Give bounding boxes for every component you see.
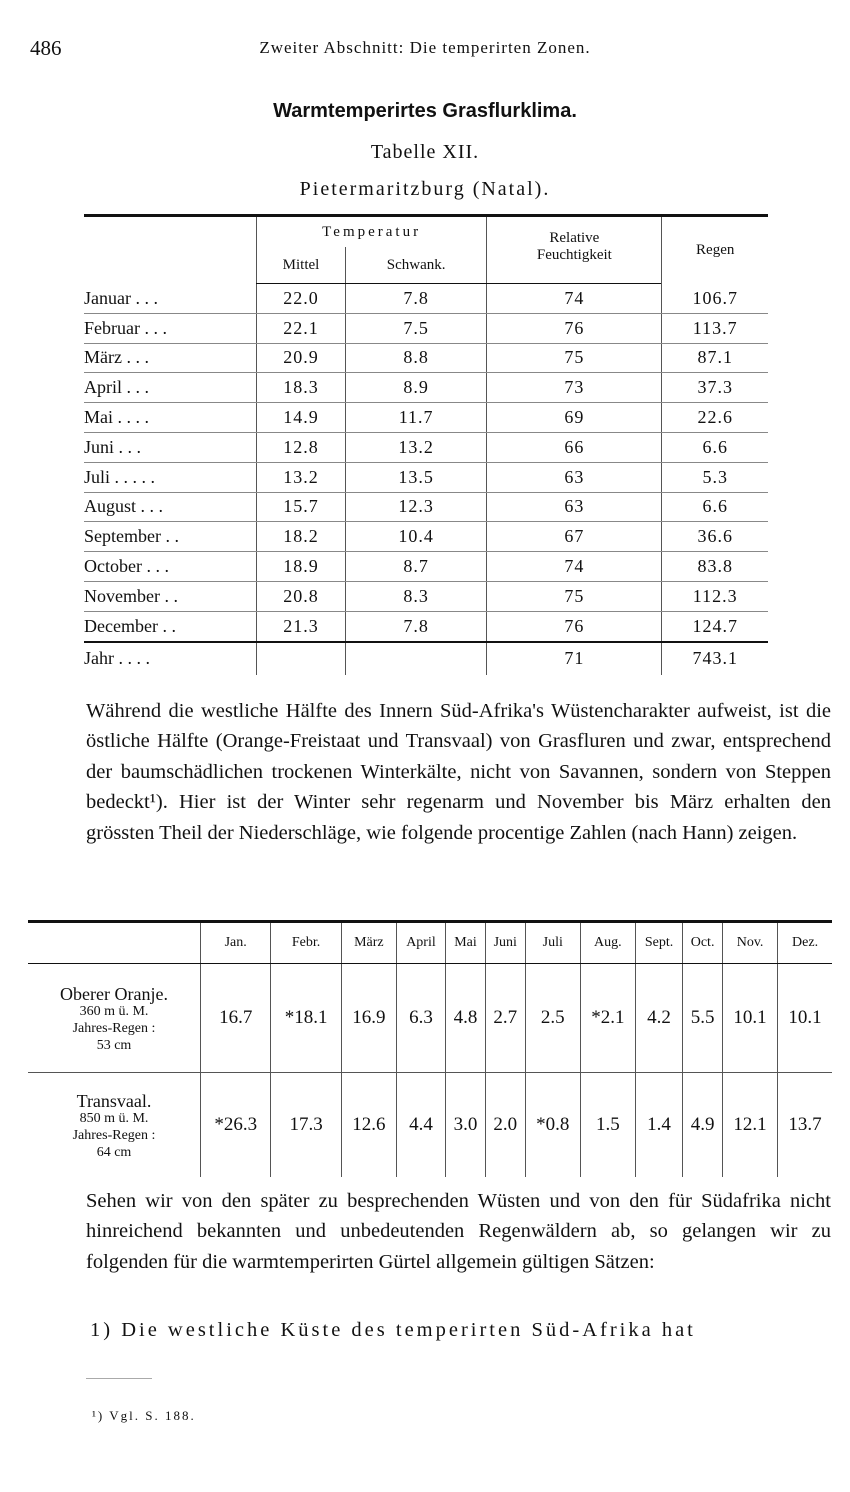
month-label: April . . . xyxy=(84,373,257,403)
humidity: 69 xyxy=(487,403,662,433)
table-row xyxy=(84,343,768,373)
station-cell xyxy=(28,964,201,1073)
section-title: Warmtemperirtes Grasflurklima. xyxy=(273,100,577,122)
table-row xyxy=(84,642,768,675)
mean-temp: 13.2 xyxy=(257,462,346,492)
month-label: Februar . . . xyxy=(84,313,257,343)
station-name: Oberer Oranje. xyxy=(60,984,168,1004)
month-col-header: Mai xyxy=(446,922,486,964)
humidity-subheader: Feuchtigkeit xyxy=(487,247,662,284)
rainfall: 22.6 xyxy=(662,403,768,433)
paragraph-3: 1) Die westliche Küste des temperirten Süd-Afrika hat xyxy=(90,1319,696,1341)
percent-value: 3.0 xyxy=(446,1073,486,1178)
month-label: August . . . xyxy=(84,492,257,522)
percent-value: *18.1 xyxy=(271,964,341,1073)
station-altitude: 850 m ü. M. xyxy=(79,1111,149,1126)
humidity: 75 xyxy=(487,343,662,373)
temp-range xyxy=(346,642,487,675)
rainfall: 36.6 xyxy=(662,522,768,552)
humidity: 73 xyxy=(487,373,662,403)
page-number: 486 xyxy=(30,36,62,60)
station-altitude: 360 m ü. M. xyxy=(79,1004,149,1019)
mean-temp: 18.3 xyxy=(257,373,346,403)
rain-header: Regen xyxy=(662,216,768,284)
paragraph-2-text: Sehen wir von den später zu besprechenden Wüsten und von den für Südafrika nicht hinreichend bekannten und unbedeutenden Regenwäldern ab, so gelangen wir zu folgenden für die warmtemperirten Gürtel allgemein gültigen Sätzen: xyxy=(86,1190,831,1273)
station-name: Pietermaritzburg (Natal). xyxy=(299,178,551,200)
percent-value: 10.1 xyxy=(778,964,832,1073)
mean-temp: 15.7 xyxy=(257,492,346,522)
temperature-header: Temperatur xyxy=(257,216,487,248)
station-name: Transvaal. xyxy=(76,1091,152,1111)
temp-range: 8.7 xyxy=(346,552,487,582)
mean-temp: 21.3 xyxy=(257,611,346,641)
table-row xyxy=(84,462,768,492)
table-row xyxy=(84,313,768,343)
month-label: December . . xyxy=(84,611,257,641)
month-col-header: Dez. xyxy=(778,922,832,964)
temp-range: 13.2 xyxy=(346,432,487,462)
paragraph-1-text: Während die westliche Hälfte des Innern Süd-Afrika's Wüstencharakter aufweist, ist die östliche Hälfte (Orange-Freistaat und Transvaal) von Grasfluren und zwar, entsprechend der baumschädlichen trockenen Winterkälte, nicht von Savannen, sondern von Steppen bedeckt¹). Hier ist der Winter sehr regenarm und November bis März erhalten den grössten Theil der Niederschläge, wie folgende procentige Zahlen (nach Hann) zeigen. xyxy=(86,700,831,844)
temp-range: 10.4 xyxy=(346,522,487,552)
month-col-header: Jan. xyxy=(201,922,271,964)
month-label: Juli . . . . . xyxy=(84,462,257,492)
temp-range: 8.9 xyxy=(346,373,487,403)
rainfall: 5.3 xyxy=(662,462,768,492)
table-row xyxy=(84,403,768,433)
footnote-rule xyxy=(86,1378,152,1379)
percent-value: 5.5 xyxy=(683,964,723,1073)
percent-value: 17.3 xyxy=(271,1073,341,1178)
mean-temp: 22.0 xyxy=(257,284,346,314)
running-head: Zweiter Abschnitt: Die temperirten Zonen. xyxy=(259,38,591,57)
table-row xyxy=(84,581,768,611)
month-col-header: März xyxy=(341,922,396,964)
annual-rain: 53 cm xyxy=(96,1038,132,1053)
month-label: Juni . . . xyxy=(84,432,257,462)
table-row xyxy=(84,522,768,552)
percent-value: 2.7 xyxy=(485,964,525,1073)
month-label: März . . . xyxy=(84,343,257,373)
percent-value: 4.8 xyxy=(446,964,486,1073)
rain-percent-table xyxy=(28,920,832,1177)
temp-range: 8.3 xyxy=(346,581,487,611)
rainfall: 743.1 xyxy=(662,642,768,675)
annual-rain-label: Jahres-Regen : xyxy=(72,1128,156,1143)
rainfall: 6.6 xyxy=(662,492,768,522)
table-row xyxy=(28,1073,832,1178)
percent-value: 12.6 xyxy=(341,1073,396,1178)
rainfall: 83.8 xyxy=(662,552,768,582)
month-col-header: Aug. xyxy=(580,922,635,964)
humidity: 67 xyxy=(487,522,662,552)
month-col-header: Oct. xyxy=(683,922,723,964)
month-header xyxy=(84,216,257,284)
percent-value: 4.2 xyxy=(635,964,682,1073)
relative-label: Relative xyxy=(549,230,600,246)
percent-value: 1.4 xyxy=(635,1073,682,1178)
month-label: Jahr . . . . xyxy=(84,648,150,669)
humidity: 63 xyxy=(487,462,662,492)
table-number: Tabelle XII. xyxy=(370,141,480,163)
paragraph-2 xyxy=(86,1186,831,1277)
temp-range: 8.8 xyxy=(346,343,487,373)
humidity: 74 xyxy=(487,284,662,314)
mean-header: Mittel xyxy=(257,247,346,284)
percent-value: *26.3 xyxy=(201,1073,271,1178)
percent-value: 10.1 xyxy=(723,964,778,1073)
temp-range: 7.5 xyxy=(346,313,487,343)
humidity: 71 xyxy=(487,642,662,675)
mean-temp: 20.9 xyxy=(257,343,346,373)
rainfall: 37.3 xyxy=(662,373,768,403)
table-row xyxy=(84,552,768,582)
month-col-header: April xyxy=(396,922,445,964)
percent-value: 16.9 xyxy=(341,964,396,1073)
rainfall: 106.7 xyxy=(662,284,768,314)
table-row xyxy=(84,284,768,314)
humidity: 75 xyxy=(487,581,662,611)
month-label: Mai . . . . xyxy=(84,403,257,433)
rainfall: 113.7 xyxy=(662,313,768,343)
rainfall: 6.6 xyxy=(662,432,768,462)
percent-value: 2.5 xyxy=(525,964,580,1073)
percent-value: 4.9 xyxy=(683,1073,723,1178)
table-row xyxy=(84,492,768,522)
rainfall: 112.3 xyxy=(662,581,768,611)
annual-rain-label: Jahres-Regen : xyxy=(72,1021,156,1036)
temp-range: 13.5 xyxy=(346,462,487,492)
humidity: 63 xyxy=(487,492,662,522)
month-col-header: Juni xyxy=(485,922,525,964)
range-header: Schwank. xyxy=(346,247,487,284)
temp-range: 12.3 xyxy=(346,492,487,522)
month-label: November . . xyxy=(84,581,257,611)
mean-temp: 20.8 xyxy=(257,581,346,611)
month-label: October . . . xyxy=(84,552,257,582)
month-label: Januar . . . xyxy=(84,284,257,314)
humidity: 66 xyxy=(487,432,662,462)
mean-temp: 12.8 xyxy=(257,432,346,462)
percent-value: 1.5 xyxy=(580,1073,635,1178)
mean-temp: 14.9 xyxy=(257,403,346,433)
month-label: September . . xyxy=(84,522,257,552)
percent-value: 2.0 xyxy=(485,1073,525,1178)
percent-value: *0.8 xyxy=(525,1073,580,1178)
temp-range: 11.7 xyxy=(346,403,487,433)
station-col-header xyxy=(28,922,201,964)
footnote: ¹) Vgl. S. 188. xyxy=(92,1408,196,1423)
climate-table xyxy=(84,214,768,675)
table-row xyxy=(28,964,832,1073)
percent-value: 4.4 xyxy=(396,1073,445,1178)
humidity: 74 xyxy=(487,552,662,582)
station-cell xyxy=(28,1073,201,1178)
mean-temp: 22.1 xyxy=(257,313,346,343)
temp-range: 7.8 xyxy=(346,611,487,641)
mean-temp: 18.2 xyxy=(257,522,346,552)
humidity-header xyxy=(487,216,662,248)
humidity: 76 xyxy=(487,313,662,343)
table-row xyxy=(84,373,768,403)
month-col-header: Nov. xyxy=(723,922,778,964)
mean-temp: 18.9 xyxy=(257,552,346,582)
rainfall: 87.1 xyxy=(662,343,768,373)
percent-value: *2.1 xyxy=(580,964,635,1073)
mean-temp xyxy=(257,642,346,675)
table-row xyxy=(84,611,768,641)
percent-value: 6.3 xyxy=(396,964,445,1073)
humidity: 76 xyxy=(487,611,662,641)
table-row xyxy=(84,432,768,462)
month-col-header: Sept. xyxy=(635,922,682,964)
percent-value: 13.7 xyxy=(778,1073,832,1178)
rainfall: 124.7 xyxy=(662,611,768,641)
percent-value: 16.7 xyxy=(201,964,271,1073)
month-col-header: Juli xyxy=(525,922,580,964)
paragraph-1 xyxy=(86,696,831,848)
month-col-header: Febr. xyxy=(271,922,341,964)
temp-range: 7.8 xyxy=(346,284,487,314)
annual-rain: 64 cm xyxy=(96,1145,132,1160)
percent-value: 12.1 xyxy=(723,1073,778,1178)
